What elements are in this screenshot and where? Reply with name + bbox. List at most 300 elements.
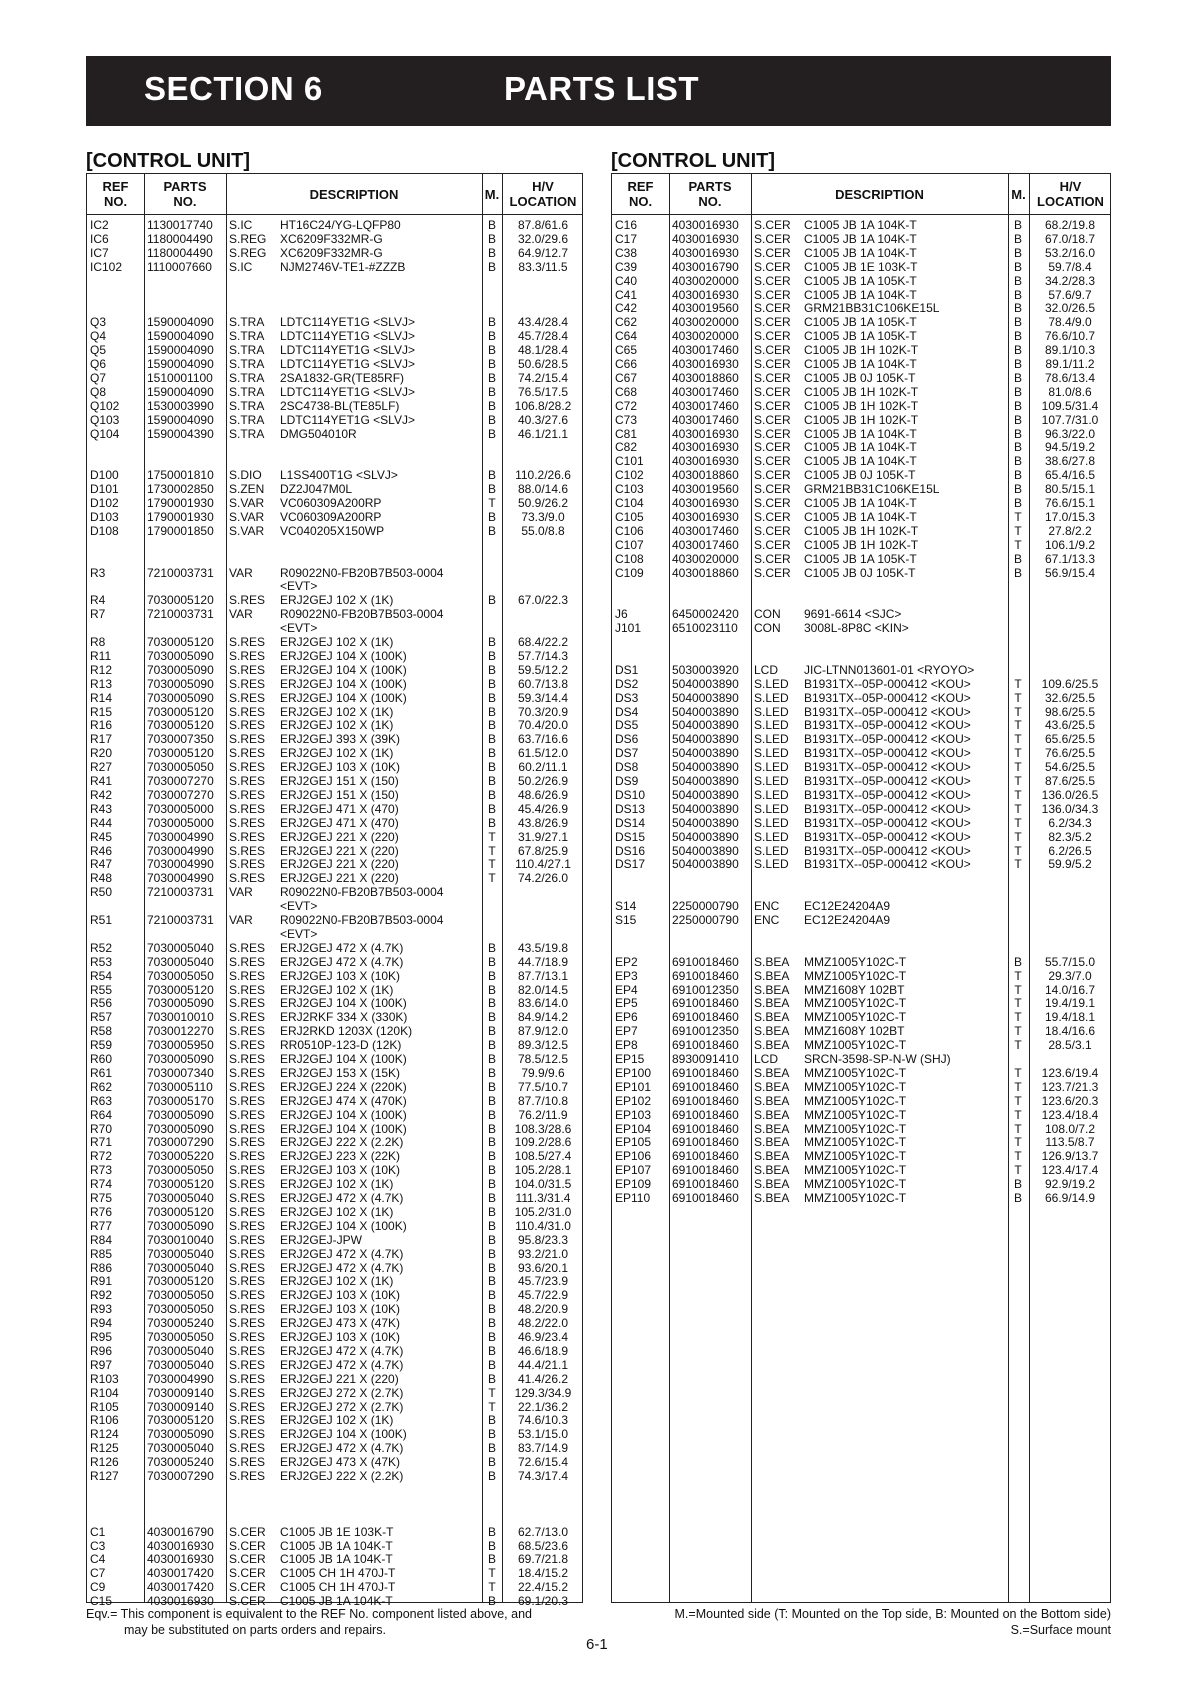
hv-location: 67.1/13.3 bbox=[1044, 551, 1096, 566]
table-row bbox=[612, 1122, 1110, 1136]
ref-no: R15 bbox=[90, 704, 113, 719]
hv-location: 55.0/8.8 bbox=[521, 523, 565, 538]
table-row bbox=[87, 1469, 582, 1483]
mounted-side: T bbox=[1014, 746, 1022, 761]
ref-no: R4 bbox=[90, 593, 106, 608]
parts-no: 8930091410 bbox=[672, 1052, 739, 1066]
parts-no: 1590004090 bbox=[147, 329, 214, 344]
part-type: S.RES bbox=[229, 760, 266, 775]
hv-location: 46.9/23.4 bbox=[517, 1330, 569, 1344]
part-type: ENC bbox=[754, 913, 780, 927]
hv-location: 93.2/21.0 bbox=[517, 1246, 569, 1261]
table-row bbox=[612, 427, 1110, 441]
parts-no: 5040003890 bbox=[672, 676, 739, 691]
ref-no: C15 bbox=[90, 1594, 113, 1609]
ref-no: R53 bbox=[90, 954, 113, 969]
mounted-side: B bbox=[1013, 1191, 1022, 1205]
parts-no: 4030017420 bbox=[147, 1566, 214, 1581]
ref-no: C106 bbox=[615, 523, 644, 538]
description: C1005 JB 1A 104K-T bbox=[804, 287, 917, 302]
hv-location: 110.4/27.1 bbox=[515, 857, 571, 872]
table-row bbox=[612, 454, 1110, 468]
part-type: S.BEA bbox=[754, 1024, 790, 1039]
part-type: S.RES bbox=[229, 1191, 266, 1205]
table-row bbox=[87, 663, 582, 677]
description: MMZ1005Y102C-T bbox=[804, 1121, 907, 1136]
parts-no: 7030004990 bbox=[147, 871, 214, 886]
hv-location: 108.5/27.4 bbox=[514, 1149, 572, 1164]
table-row bbox=[612, 232, 1110, 246]
ref-no: R96 bbox=[90, 1343, 113, 1358]
part-type: S.RES bbox=[229, 662, 266, 677]
table-row bbox=[87, 315, 582, 329]
parts-no: 7030005040 bbox=[147, 940, 214, 955]
table-row bbox=[87, 1010, 582, 1024]
ref-no: R95 bbox=[90, 1330, 113, 1344]
ref-no: DS5 bbox=[615, 718, 639, 733]
header-parts-no: PARTS NO. bbox=[688, 179, 732, 209]
ref-no: R14 bbox=[90, 690, 113, 705]
description: NJM2746V-TE1-#ZZZB bbox=[280, 259, 406, 274]
table-row bbox=[87, 496, 582, 510]
table-row bbox=[87, 621, 582, 635]
parts-no: 2250000790 bbox=[672, 899, 739, 914]
parts-no: 7030005220 bbox=[147, 1149, 214, 1164]
hv-location: 74.6/10.3 bbox=[517, 1413, 569, 1428]
hv-location: 72.6/15.4 bbox=[517, 1455, 569, 1470]
hv-location: 96.3/22.0 bbox=[1044, 426, 1096, 441]
description: B1931TX--05P-000412 <KOU> bbox=[804, 815, 971, 830]
parts-no: 7030004990 bbox=[147, 1371, 214, 1386]
parts-no: 4030020000 bbox=[672, 273, 739, 288]
parts-no: 6910018460 bbox=[672, 1163, 739, 1178]
part-type: S.IC bbox=[229, 218, 253, 232]
part-type: S.CER bbox=[754, 301, 791, 316]
description: EC12E24204A9 bbox=[804, 899, 891, 914]
parts-no: 1790001930 bbox=[147, 496, 214, 510]
mounted-side: T bbox=[488, 829, 496, 844]
part-type: S.CER bbox=[754, 315, 791, 330]
ref-no: R8 bbox=[90, 635, 106, 649]
hv-location: 60.2/11.1 bbox=[518, 760, 568, 775]
description: LDTC114YET1G <SLVJ> bbox=[280, 384, 415, 399]
part-type: S.CER bbox=[754, 231, 791, 246]
table-row bbox=[612, 496, 1110, 510]
description: ERJ2GEJ 102 X (1K) bbox=[280, 1274, 394, 1289]
hv-location: 48.2/20.9 bbox=[517, 1302, 569, 1317]
description: B1931TX--05P-000412 <KOU> bbox=[804, 704, 971, 719]
description: ERJ2GEJ 222 X (2.2K) bbox=[280, 1135, 404, 1150]
hv-location: 55.7/15.0 bbox=[1044, 954, 1096, 969]
mounted-side: B bbox=[1013, 454, 1022, 469]
ref-no: R11 bbox=[90, 648, 112, 663]
table-row bbox=[612, 413, 1110, 427]
mounted-side: B bbox=[1013, 301, 1022, 316]
mounted-side: B bbox=[487, 996, 496, 1011]
part-type: S.CER bbox=[754, 565, 791, 580]
parts-no: 7030005050 bbox=[147, 1302, 214, 1317]
parts-no: 1510001100 bbox=[147, 370, 213, 385]
table-row bbox=[87, 1177, 582, 1191]
ref-no: DS1 bbox=[615, 662, 639, 677]
hv-location: 67.0/18.7 bbox=[1044, 231, 1096, 246]
table-row bbox=[87, 677, 582, 691]
spacer-row bbox=[87, 1511, 582, 1525]
mounted-side: B bbox=[487, 1441, 496, 1456]
hv-location: 87.6/25.5 bbox=[1044, 774, 1096, 788]
ref-no: C73 bbox=[615, 412, 638, 427]
table-row bbox=[612, 552, 1110, 566]
parts-no: 4030017460 bbox=[672, 523, 739, 538]
mounted-side: T bbox=[1014, 1121, 1022, 1136]
ref-no: C9 bbox=[90, 1580, 106, 1595]
parts-no: 7210003731 bbox=[147, 607, 214, 622]
parts-no: 7030005040 bbox=[147, 1246, 214, 1261]
hv-location: 123.4/18.4 bbox=[1041, 1107, 1099, 1122]
part-type: S.BEA bbox=[754, 1107, 790, 1122]
description: MMZ1005Y102C-T bbox=[804, 1135, 907, 1150]
table-row bbox=[612, 371, 1110, 385]
ref-no: DS3 bbox=[615, 690, 639, 705]
hv-location: 136.0/26.5 bbox=[1041, 787, 1099, 802]
ref-no: R13 bbox=[90, 676, 113, 691]
mounted-side: B bbox=[487, 509, 496, 524]
part-type: S.CER bbox=[754, 468, 791, 483]
table-row bbox=[87, 871, 582, 885]
mounted-side: B bbox=[487, 1538, 496, 1553]
part-type: S.RES bbox=[229, 1427, 266, 1442]
ref-no: R45 bbox=[90, 829, 113, 844]
table-row bbox=[87, 385, 582, 399]
ref-no: C101 bbox=[615, 454, 644, 469]
ref-no: C64 bbox=[615, 329, 638, 344]
parts-no: 7030005110 bbox=[147, 1079, 213, 1094]
table-row bbox=[87, 1094, 582, 1108]
ref-no: C102 bbox=[615, 468, 644, 483]
parts-no: 1590004090 bbox=[147, 412, 214, 427]
mounted-side: B bbox=[487, 1052, 496, 1066]
parts-no: 6450002420 bbox=[672, 607, 739, 622]
part-type: S.BEA bbox=[754, 1010, 790, 1025]
part-type: S.ZEN bbox=[229, 482, 265, 497]
part-type: S.LED bbox=[754, 704, 789, 719]
part-type: S.CER bbox=[754, 218, 791, 232]
spacer-row bbox=[87, 1497, 582, 1511]
ref-no: R105 bbox=[90, 1399, 119, 1414]
table-row bbox=[87, 1205, 582, 1219]
description: ERJ2GEJ 393 X (39K) bbox=[280, 732, 401, 747]
mounted-side: T bbox=[1014, 1163, 1022, 1178]
hv-location: 50.2/26.9 bbox=[517, 774, 569, 788]
hv-location: 17.0/15.3 bbox=[1044, 509, 1096, 524]
part-type: S.RES bbox=[229, 1441, 266, 1456]
ref-no: R85 bbox=[90, 1246, 113, 1261]
ref-no: R52 bbox=[90, 940, 113, 955]
part-type: S.RES bbox=[229, 1343, 266, 1358]
parts-no: 5040003890 bbox=[672, 801, 739, 816]
ref-no: C17 bbox=[615, 231, 638, 246]
table-row bbox=[87, 510, 582, 524]
hv-location: 43.8/26.9 bbox=[517, 815, 569, 830]
table-row bbox=[612, 955, 1110, 969]
table-row bbox=[87, 705, 582, 719]
ref-no: DS4 bbox=[615, 704, 639, 719]
ref-no: R92 bbox=[90, 1288, 113, 1303]
description: MMZ1005Y102C-T bbox=[804, 996, 907, 1011]
ref-no: Q4 bbox=[90, 329, 107, 344]
parts-no: 6910012350 bbox=[672, 1024, 739, 1039]
mounted-side: B bbox=[1013, 245, 1022, 260]
parts-no: 7030007270 bbox=[147, 787, 214, 802]
mounted-side: B bbox=[487, 1121, 496, 1136]
description: ERJ2GEJ 103 X (10K) bbox=[280, 1288, 401, 1303]
part-type: VAR bbox=[229, 565, 253, 580]
mounted-side: B bbox=[487, 1427, 496, 1442]
parts-no: 7030005040 bbox=[147, 954, 214, 969]
parts-no: 5040003890 bbox=[672, 746, 739, 761]
parts-no: 4030016930 bbox=[672, 509, 739, 524]
mounted-side: B bbox=[1013, 259, 1022, 274]
mounted-side: T bbox=[1014, 760, 1022, 775]
part-type: S.LED bbox=[754, 676, 789, 691]
mounted-side: B bbox=[487, 259, 496, 274]
parts-no: 1110007660 bbox=[147, 259, 212, 274]
footnote-surface-mount: S.=Surface mount bbox=[1010, 1623, 1111, 1637]
table-row bbox=[87, 1413, 582, 1427]
mounted-side: T bbox=[1014, 1079, 1022, 1094]
parts-no: 7030005090 bbox=[147, 662, 214, 677]
description: ERJ2GEJ 102 X (1K) bbox=[280, 982, 394, 997]
ref-no: C66 bbox=[615, 357, 638, 371]
mounted-side: B bbox=[487, 1455, 496, 1470]
hv-location: 73.3/9.0 bbox=[521, 509, 565, 524]
parts-no: 7030005240 bbox=[147, 1455, 214, 1470]
table-row bbox=[612, 288, 1110, 302]
ref-no: J6 bbox=[615, 607, 628, 622]
description: ERJ2GEJ 473 X (47K) bbox=[280, 1455, 401, 1470]
part-type: S.CER bbox=[754, 343, 791, 358]
ref-no: IC7 bbox=[90, 245, 109, 260]
description: C1005 JB 0J 105K-T bbox=[804, 370, 916, 385]
mounted-side: B bbox=[487, 1316, 496, 1331]
mounted-side: B bbox=[1013, 329, 1022, 344]
hv-location: 46.1/21.1 bbox=[517, 426, 569, 441]
part-type: S.BEA bbox=[754, 1163, 790, 1178]
table-row bbox=[87, 566, 582, 580]
description: C1005 JB 1H 102K-T bbox=[804, 343, 919, 358]
parts-no: 4030017460 bbox=[672, 412, 739, 427]
ref-no: J101 bbox=[615, 621, 642, 636]
ref-no: DS7 bbox=[615, 746, 639, 761]
parts-no: 4030016930 bbox=[672, 287, 739, 302]
header-mounted: M. bbox=[484, 186, 500, 202]
table-row bbox=[87, 399, 582, 413]
hv-location: 27.8/2.2 bbox=[1048, 523, 1092, 538]
hv-location: 34.2/28.3 bbox=[1044, 273, 1096, 288]
mounted-side: B bbox=[487, 1246, 496, 1261]
description: ERJ2GEJ 221 X (220) bbox=[280, 843, 399, 858]
ref-no: R58 bbox=[90, 1024, 113, 1039]
header-ref-no: REF NO. bbox=[102, 179, 129, 209]
part-type: VAR bbox=[229, 885, 253, 900]
parts-no: 6910018460 bbox=[672, 1107, 739, 1122]
spacer-row bbox=[87, 288, 582, 302]
hv-location: 84.9/14.2 bbox=[517, 1010, 569, 1025]
description: ERJ2GEJ 272 X (2.7K) bbox=[280, 1399, 404, 1414]
description: ERJ2GEJ 472 X (4.7K) bbox=[280, 1343, 404, 1358]
table-row bbox=[87, 1135, 582, 1149]
part-type: S.LED bbox=[754, 718, 789, 733]
table-row bbox=[612, 899, 1110, 913]
description: MMZ1005Y102C-T bbox=[804, 1149, 907, 1164]
hv-location: 22.4/15.2 bbox=[517, 1580, 569, 1595]
ref-no: C65 bbox=[615, 343, 638, 358]
table-row bbox=[612, 844, 1110, 858]
part-type: S.RES bbox=[229, 690, 266, 705]
hv-location: 69.7/21.8 bbox=[517, 1552, 569, 1567]
part-type: S.RES bbox=[229, 871, 266, 886]
mounted-side: B bbox=[1013, 370, 1022, 385]
description: ERJ2GEJ 102 X (1K) bbox=[280, 1177, 394, 1192]
part-type: ENC bbox=[754, 899, 780, 914]
table-row bbox=[612, 1135, 1110, 1149]
part-type: S.RES bbox=[229, 1469, 266, 1483]
table-row bbox=[87, 1566, 582, 1580]
table-row bbox=[612, 1052, 1110, 1066]
hv-location: 32.0/29.6 bbox=[517, 231, 569, 246]
description: ERJ2GEJ 103 X (10K) bbox=[280, 968, 401, 983]
description: JIC-LTNN013601-01 <RYOYO> bbox=[804, 662, 975, 677]
description: ERJ2GEJ 104 X (100K) bbox=[280, 676, 407, 691]
table-row bbox=[87, 1580, 582, 1594]
part-type: S.LED bbox=[754, 732, 789, 747]
description: C1005 JB 1E 103K-T bbox=[280, 1524, 394, 1539]
description: B1931TX--05P-000412 <KOU> bbox=[804, 676, 971, 691]
parts-no: 4030017460 bbox=[672, 384, 739, 399]
part-type: S.CER bbox=[229, 1524, 266, 1539]
parts-no: 4030016930 bbox=[147, 1538, 214, 1553]
parts-no: 4030016930 bbox=[672, 245, 739, 260]
hv-location: 50.6/28.5 bbox=[517, 357, 569, 371]
ref-no: C105 bbox=[615, 509, 644, 524]
description: ERJ2GEJ 102 X (1K) bbox=[280, 1413, 394, 1428]
ref-no: R60 bbox=[90, 1052, 113, 1066]
parts-no: 4030019560 bbox=[672, 301, 739, 316]
mounted-side: B bbox=[1013, 315, 1022, 330]
parts-no: 7030005120 bbox=[147, 1204, 214, 1219]
ref-no: D108 bbox=[90, 523, 119, 538]
parts-no: 5040003890 bbox=[672, 718, 739, 733]
description: ERJ2GEJ 472 X (4.7K) bbox=[280, 1191, 404, 1205]
ref-no: D100 bbox=[90, 468, 119, 483]
ref-no: EP5 bbox=[615, 996, 638, 1011]
hv-location: 32.6/25.5 bbox=[1044, 690, 1096, 705]
table-row bbox=[612, 1010, 1110, 1024]
left-parts-table bbox=[86, 173, 583, 1609]
ref-no: C4 bbox=[90, 1552, 106, 1567]
part-type: S.RES bbox=[229, 787, 266, 802]
description: LDTC114YET1G <SLVJ> bbox=[280, 357, 415, 371]
description: B1931TX--05P-000412 <KOU> bbox=[804, 718, 971, 733]
parts-no: 7030005050 bbox=[147, 1288, 214, 1303]
parts-no: 7210003731 bbox=[147, 913, 214, 927]
mounted-side: T bbox=[1014, 1107, 1022, 1122]
hv-location: 87.9/12.0 bbox=[517, 1024, 569, 1039]
ref-no: C72 bbox=[615, 398, 638, 413]
spacer-row bbox=[612, 927, 1110, 941]
description: R09022N0-FB20B7B503-0004 bbox=[280, 885, 444, 900]
table-row bbox=[87, 1219, 582, 1233]
table-row bbox=[87, 816, 582, 830]
parts-no: 4030017460 bbox=[672, 537, 739, 552]
hv-location: 109.6/25.5 bbox=[1041, 676, 1099, 691]
part-type: S.RES bbox=[229, 1079, 266, 1094]
ref-no: R77 bbox=[90, 1218, 113, 1233]
part-type: S.TRA bbox=[229, 426, 265, 441]
part-type: S.LED bbox=[754, 746, 789, 761]
description: ERJ2GEJ 223 X (22K) bbox=[280, 1149, 401, 1164]
mounted-side: B bbox=[487, 593, 496, 608]
mounted-side: T bbox=[1014, 1093, 1022, 1108]
hv-location: 76.6/15.1 bbox=[1044, 496, 1096, 510]
part-type: S.TRA bbox=[229, 384, 265, 399]
table-row bbox=[87, 996, 582, 1010]
hv-location: 105.2/28.1 bbox=[514, 1163, 572, 1178]
mounted-side: T bbox=[488, 1385, 496, 1400]
ref-no: DS2 bbox=[615, 676, 639, 691]
hv-location: 29.3/7.0 bbox=[1048, 968, 1092, 983]
part-type: S.CER bbox=[754, 370, 791, 385]
ref-no: DS8 bbox=[615, 760, 639, 775]
hv-location: 108.3/28.6 bbox=[514, 1121, 572, 1136]
parts-no: 6910018460 bbox=[672, 1177, 739, 1192]
part-type: S.RES bbox=[229, 1413, 266, 1428]
description: MMZ1608Y 102BT bbox=[804, 1024, 905, 1039]
description: C1005 JB 1A 105K-T bbox=[804, 315, 917, 330]
hv-location: 110.2/26.6 bbox=[515, 468, 571, 483]
ref-no: D103 bbox=[90, 509, 119, 524]
part-type: S.LED bbox=[754, 815, 789, 830]
mounted-side: T bbox=[1014, 676, 1022, 691]
part-type: S.RES bbox=[229, 1246, 266, 1261]
hv-location: 67.8/25.9 bbox=[517, 843, 569, 858]
ref-no: DS13 bbox=[615, 801, 646, 816]
ref-no: DS17 bbox=[615, 857, 646, 872]
right-parts-table bbox=[611, 173, 1111, 1603]
ref-no: EP4 bbox=[615, 982, 638, 997]
description: C1005 JB 1A 104K-T bbox=[804, 218, 917, 232]
parts-no: 1530003990 bbox=[147, 398, 214, 413]
mounted-side: B bbox=[1013, 218, 1022, 232]
ref-no: EP110 bbox=[615, 1191, 651, 1205]
mounted-side: B bbox=[487, 718, 496, 733]
parts-no: 4030019560 bbox=[672, 482, 739, 497]
mounted-side: B bbox=[487, 1330, 496, 1344]
table-row bbox=[87, 1163, 582, 1177]
description: ERJ2GEJ 104 X (100K) bbox=[280, 1052, 407, 1066]
mounted-side: B bbox=[1013, 496, 1022, 510]
mounted-side: B bbox=[487, 968, 496, 983]
parts-no: 7030005090 bbox=[147, 690, 214, 705]
parts-no: 6910018460 bbox=[672, 954, 739, 969]
ref-no: C68 bbox=[615, 384, 638, 399]
ref-no: EP103 bbox=[615, 1107, 652, 1122]
parts-no: 6910018460 bbox=[672, 1079, 739, 1094]
description: ERJ2GEJ 102 X (1K) bbox=[280, 746, 394, 761]
hv-location: 89.1/10.3 bbox=[1044, 343, 1096, 358]
parts-no: 6910012350 bbox=[672, 982, 739, 997]
hv-location: 106.8/28.2 bbox=[514, 398, 572, 413]
